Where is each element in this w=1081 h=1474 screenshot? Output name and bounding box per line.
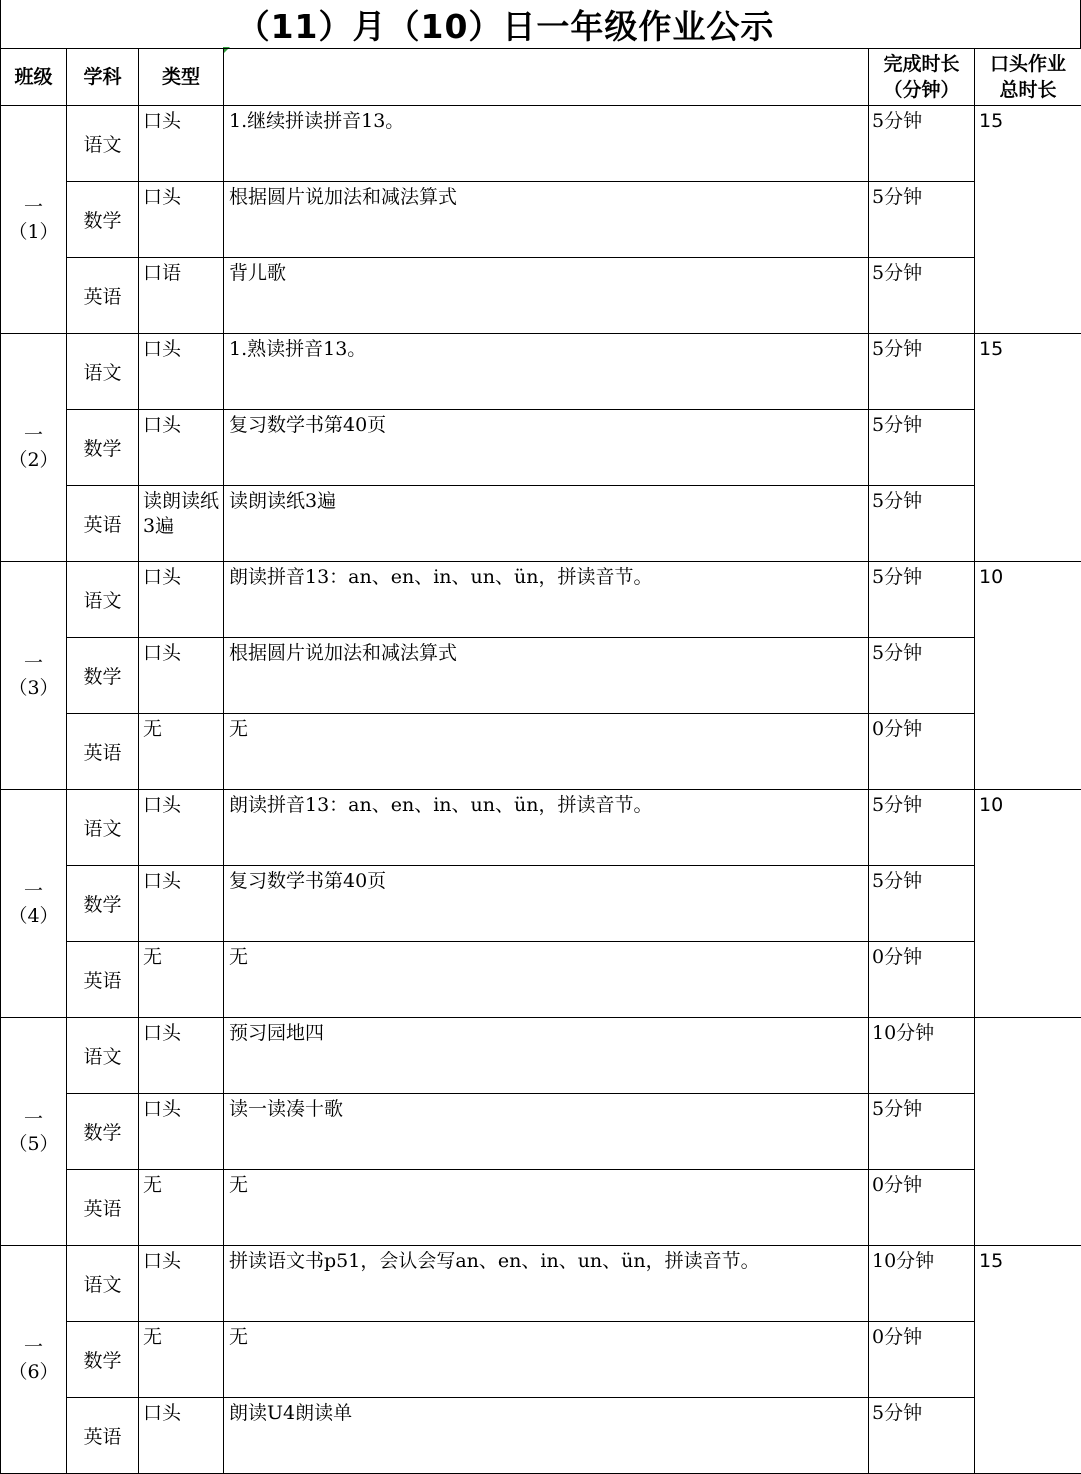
content-cell: 无 — [224, 714, 869, 790]
class-number: （3） — [1, 676, 66, 701]
table-row — [1, 258, 1081, 334]
class-name-cell — [1, 1018, 67, 1246]
table-row — [1, 1170, 1081, 1246]
duration-cell: 5分钟 — [869, 562, 975, 638]
type-cell: 无 — [139, 1170, 224, 1246]
class-grade: 一 — [1, 651, 66, 676]
type-cell: 口头 — [139, 1246, 224, 1322]
content-cell: 无 — [224, 942, 869, 1018]
type-cell: 无 — [139, 942, 224, 1018]
table-row — [1, 942, 1081, 1018]
table-row — [1, 182, 1081, 258]
content-cell: 复习数学书第40页 — [224, 410, 869, 486]
subject-cell: 数学 — [67, 1322, 139, 1398]
duration-cell: 5分钟 — [869, 182, 975, 258]
duration-cell: 5分钟 — [869, 410, 975, 486]
class-name-cell — [1, 1246, 67, 1474]
table-row — [1, 486, 1081, 562]
class-name-cell — [1, 790, 67, 1018]
class-name-cell — [1, 106, 67, 334]
table-row — [1, 638, 1081, 714]
type-cell: 口头 — [139, 1018, 224, 1094]
type-cell: 口头 — [139, 790, 224, 866]
content-cell: 1.继续拼读拼音13。 — [224, 106, 869, 182]
duration-cell: 5分钟 — [869, 638, 975, 714]
subject-cell: 英语 — [67, 942, 139, 1018]
subject-cell: 数学 — [67, 638, 139, 714]
duration-cell: 5分钟 — [869, 334, 975, 410]
table-row — [1, 1094, 1081, 1170]
header-type: 类型 — [139, 49, 224, 106]
class-grade: 一 — [1, 423, 66, 448]
content-cell: 朗读拼音13：an、en、in、un、ün，拼读音节。 — [224, 790, 869, 866]
class-number: （1） — [1, 220, 66, 245]
type-cell: 无 — [139, 1322, 224, 1398]
subject-cell: 英语 — [67, 714, 139, 790]
type-cell: 口头 — [139, 106, 224, 182]
table-row — [1, 790, 1081, 866]
content-cell: 朗读拼音13：an、en、in、un、ün，拼读音节。 — [224, 562, 869, 638]
duration-cell: 10分钟 — [869, 1246, 975, 1322]
subject-cell: 语文 — [67, 106, 139, 182]
class-number: （4） — [1, 904, 66, 929]
table-row — [1, 410, 1081, 486]
table-row — [1, 1018, 1081, 1094]
subject-cell: 数学 — [67, 1094, 139, 1170]
type-cell: 无 — [139, 714, 224, 790]
table-row — [1, 106, 1081, 182]
content-cell: 无 — [224, 1322, 869, 1398]
table-row — [1, 334, 1081, 410]
total-duration-cell: 10 — [975, 562, 1081, 790]
type-cell: 口头 — [139, 410, 224, 486]
duration-cell: 10分钟 — [869, 1018, 975, 1094]
type-cell: 读朗读纸3遍 — [139, 486, 224, 562]
content-cell: 根据圆片说加法和减法算式 — [224, 182, 869, 258]
duration-cell: 0分钟 — [869, 714, 975, 790]
duration-cell: 5分钟 — [869, 486, 975, 562]
duration-cell: 0分钟 — [869, 1170, 975, 1246]
type-cell: 口头 — [139, 182, 224, 258]
subject-cell: 英语 — [67, 486, 139, 562]
table-row — [1, 866, 1081, 942]
homework-table — [0, 48, 1081, 1474]
subject-cell: 语文 — [67, 562, 139, 638]
content-cell: 朗读U4朗读单 — [224, 1398, 869, 1474]
duration-cell: 0分钟 — [869, 942, 975, 1018]
table-row — [1, 1398, 1081, 1474]
duration-cell: 5分钟 — [869, 106, 975, 182]
content-cell: 1.熟读拼音13。 — [224, 334, 869, 410]
type-cell: 口头 — [139, 1398, 224, 1474]
page-title: （11）月（10）日一年级作业公示 — [0, 0, 1081, 48]
subject-cell: 语文 — [67, 334, 139, 410]
class-grade: 一 — [1, 1335, 66, 1360]
content-cell: 复习数学书第40页 — [224, 866, 869, 942]
type-cell: 口头 — [139, 866, 224, 942]
total-duration-cell — [975, 1018, 1081, 1246]
subject-cell: 语文 — [67, 1018, 139, 1094]
class-number: （2） — [1, 448, 66, 473]
subject-cell: 数学 — [67, 866, 139, 942]
header-class: 班级 — [1, 49, 67, 106]
duration-cell: 0分钟 — [869, 1322, 975, 1398]
table-row — [1, 714, 1081, 790]
total-duration-cell: 15 — [975, 334, 1081, 562]
subject-cell: 英语 — [67, 258, 139, 334]
subject-cell: 英语 — [67, 1170, 139, 1246]
duration-cell: 5分钟 — [869, 1094, 975, 1170]
subject-cell: 数学 — [67, 410, 139, 486]
duration-cell: 5分钟 — [869, 866, 975, 942]
total-duration-cell: 15 — [975, 106, 1081, 334]
class-grade: 一 — [1, 195, 66, 220]
duration-cell: 5分钟 — [869, 1398, 975, 1474]
type-cell: 口头 — [139, 638, 224, 714]
subject-cell: 语文 — [67, 1246, 139, 1322]
content-cell: 根据圆片说加法和减法算式 — [224, 638, 869, 714]
header-row — [1, 49, 1081, 106]
type-cell: 口头 — [139, 1094, 224, 1170]
total-duration-cell: 15 — [975, 1246, 1081, 1474]
header-total: 口头作业总时长 — [975, 49, 1081, 106]
class-grade: 一 — [1, 879, 66, 904]
header-subject: 学科 — [67, 49, 139, 106]
table-row — [1, 562, 1081, 638]
subject-cell: 语文 — [67, 790, 139, 866]
type-cell: 口语 — [139, 258, 224, 334]
content-cell: 无 — [224, 1170, 869, 1246]
content-cell: 背儿歌 — [224, 258, 869, 334]
class-number: （5） — [1, 1132, 66, 1157]
class-number: （6） — [1, 1360, 66, 1385]
content-cell: 预习园地四 — [224, 1018, 869, 1094]
class-name-cell — [1, 334, 67, 562]
duration-cell: 5分钟 — [869, 258, 975, 334]
subject-cell: 英语 — [67, 1398, 139, 1474]
total-duration-cell: 10 — [975, 790, 1081, 1018]
header-content — [224, 49, 869, 106]
duration-cell: 5分钟 — [869, 790, 975, 866]
content-cell: 读朗读纸3遍 — [224, 486, 869, 562]
class-name-cell — [1, 562, 67, 790]
table-row — [1, 1246, 1081, 1322]
type-cell: 口头 — [139, 562, 224, 638]
class-grade: 一 — [1, 1107, 66, 1132]
header-duration: 完成时长（分钟） — [869, 49, 975, 106]
content-cell: 读一读凑十歌 — [224, 1094, 869, 1170]
table-row — [1, 1322, 1081, 1398]
type-cell: 口头 — [139, 334, 224, 410]
content-cell: 拼读语文书p51，会认会写an、en、in、un、ün，拼读音节。 — [224, 1246, 869, 1322]
table-body — [1, 106, 1081, 1474]
subject-cell: 数学 — [67, 182, 139, 258]
